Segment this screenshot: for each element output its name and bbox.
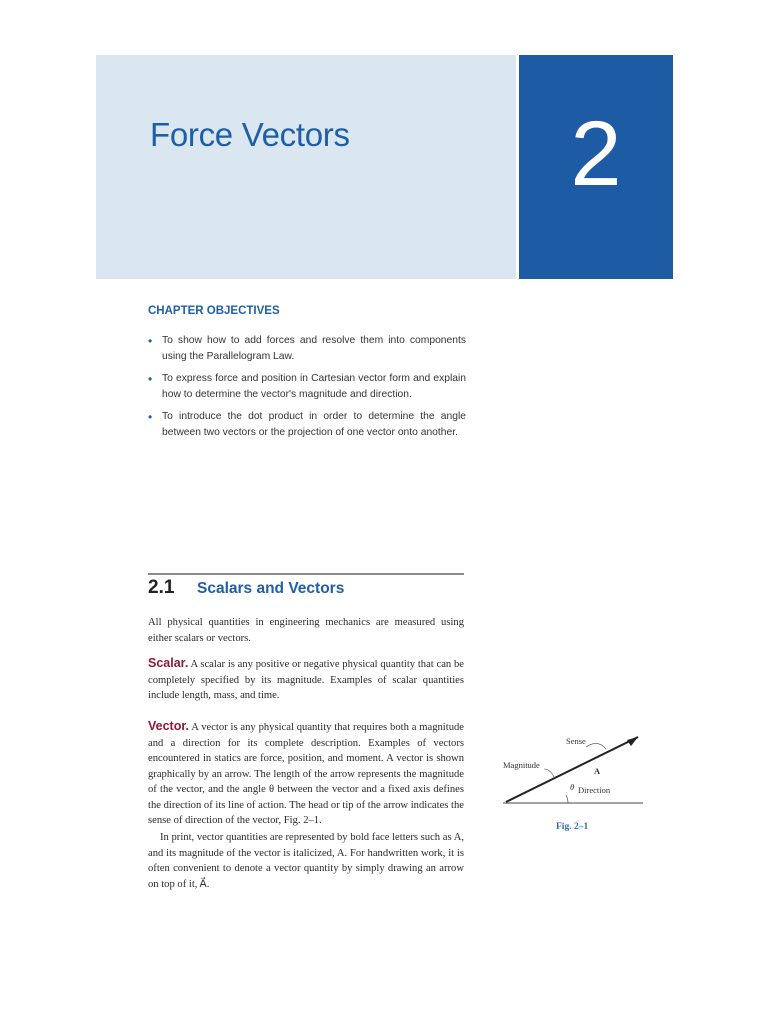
intro-paragraph: All physical quantities in engineering mechanics are measured using either scalars or vectors. bbox=[148, 617, 464, 644]
vector-term: Vector. bbox=[148, 719, 189, 733]
sense-label: Sense bbox=[566, 736, 586, 746]
chapter-title: Force Vectors bbox=[150, 116, 350, 153]
bullet-icon: • bbox=[148, 372, 153, 386]
sense-leader bbox=[586, 743, 606, 749]
magnitude-leader bbox=[544, 769, 554, 777]
objectives-heading: CHAPTER OBJECTIVES bbox=[148, 305, 280, 317]
section-number: 2.1 bbox=[148, 577, 175, 598]
print-paragraph: In print, vector quantities are represented by bold face letters such as A, and its magnitude of the vector is italicized, A. For handwritten work, it is often convenient to denote a vector quantity by simply drawing an arrow on top of it, A⃗. bbox=[148, 832, 464, 890]
chapter-banner bbox=[96, 55, 516, 279]
section-title: Scalars and Vectors bbox=[197, 580, 345, 597]
theta-arc bbox=[566, 795, 568, 803]
scalar-paragraph bbox=[148, 656, 464, 704]
vector-paragraph bbox=[148, 719, 464, 829]
magnitude-label: Magnitude bbox=[503, 760, 540, 770]
bullet-icon: • bbox=[148, 410, 153, 424]
vector-text: A vector is any physical quantity that requires both a magnitude and a direction for its complete description. Examples of vectors encountered in statics are force, position, and moment. A vector is shown graphically by an arrow. The length of the arrow represents the magnitude of the vector, and the angle θ between the vector and a fixed axis defines the direction of its line of action. The head or tip of the arrow indicates the sense of direction of the vector, Fig. 2–1. bbox=[148, 722, 464, 826]
scalar-text: A scalar is any positive or negative physical quantity that can be completely specified by its magnitude. Examples of scalar quantities include length, mass, and time. bbox=[148, 659, 464, 701]
objective-item: • To introduce the dot product in order to determine the angle between two vectors or the projection of one vector onto another. bbox=[148, 410, 466, 438]
theta-label: θ bbox=[570, 782, 575, 792]
objectives-list bbox=[148, 333, 466, 447]
section-divider bbox=[148, 573, 464, 575]
scalar-term: Scalar. bbox=[148, 656, 189, 670]
vector-figure bbox=[498, 735, 648, 815]
figure-caption: Fig. 2–1 bbox=[556, 822, 589, 832]
objective-item: • To show how to add forces and resolve them into components using the Parallelogram Law. bbox=[148, 334, 466, 362]
chapter-number: 2 bbox=[570, 103, 622, 205]
bullet-icon: • bbox=[148, 334, 153, 348]
vector-label: A bbox=[594, 766, 601, 776]
direction-label: Direction bbox=[578, 785, 611, 795]
objective-item: • To express force and position in Cartesian vector form and explain how to determine the vector's magnitude and direction. bbox=[148, 372, 466, 400]
arrow-head-icon bbox=[627, 737, 638, 746]
